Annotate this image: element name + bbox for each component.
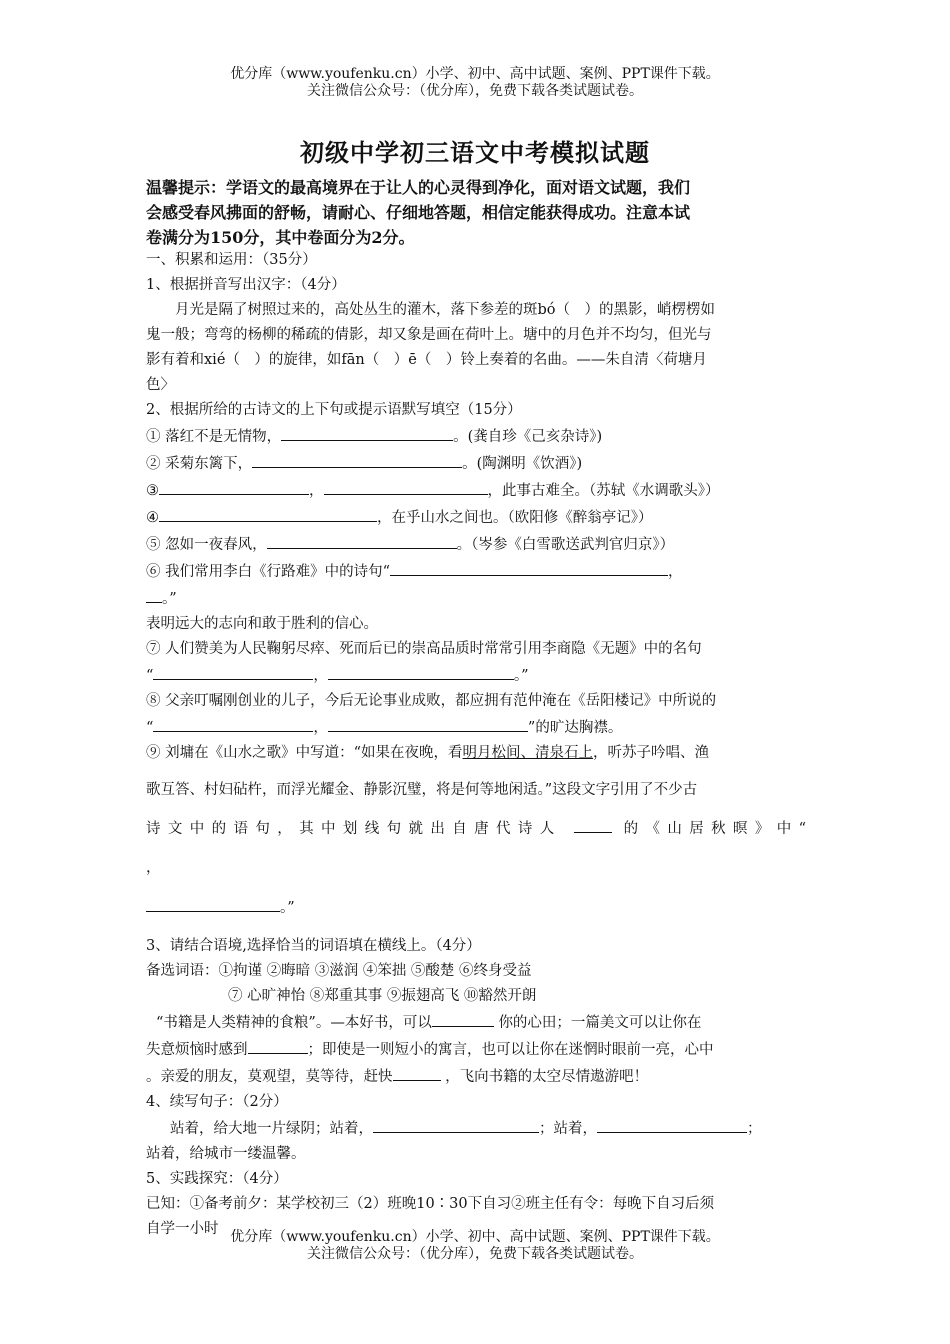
q1-paragraph: 影有着和xié（ ）的旋律，如fān（ ）ē（ ）铃上奏着的名曲。——朱自清〈荷塘月 — [146, 352, 707, 368]
q2-item-8-cont: “ ， ”的旷达胸襟。 — [146, 714, 806, 741]
q2-item-8: ⑧ 父亲叮嘱刚创业的儿子，今后无论事业成败，都应拥有范仲淹在《岳阳楼记》中所说的 — [146, 693, 717, 709]
question-5-title: 5、实践探究：（4分） — [146, 1171, 288, 1187]
underlined-quote: 明月松间、清泉石上 — [462, 745, 594, 761]
q3-paragraph: “书籍是人类精神的食粮”。—本好书，可以 你的心田；一篇美文可以让你在 — [146, 1009, 806, 1036]
answer-blank[interactable] — [267, 531, 457, 549]
q2-item-6: ⑥ 我们常用李白《行路难》中的诗句“ ， — [146, 558, 806, 585]
q3-paragraph: 。亲爱的朋友，莫观望，莫等待，赶快 ，飞向书籍的太空尽情遨游吧！ — [146, 1063, 806, 1090]
answer-blank[interactable] — [153, 714, 313, 732]
question-2-title: 2、根据所给的古诗文的上下句或提示语默写填空（15分） — [146, 402, 522, 418]
q2-item-3: ③ ， ，此事古难全。（苏轼《水调歌头》） — [146, 477, 806, 504]
exam-content — [146, 248, 806, 1242]
answer-blank[interactable] — [432, 1009, 494, 1027]
answer-blank[interactable] — [248, 1036, 308, 1054]
q3-paragraph: 失意烦恼时感到 ；即使是一则短小的寓言，也可以让你在迷惘时眼前一亮，心中 — [146, 1036, 806, 1063]
q2-item-9-cont: ， — [146, 860, 161, 876]
q3-options: ⑦ 心旷神怡 ⑧郑重其事 ⑨振翅高飞 ⑩豁然开朗 — [228, 988, 537, 1004]
footer-line-1: 优分库（www.youfenku.cn）小学、初中、高中试题、案例、PPT课件下载。 — [230, 1229, 720, 1245]
tip-line: 会感受春风拂面的舒畅，请耐心、仔细地答题，相信定能获得成功。注意本试 — [146, 203, 691, 222]
q1-paragraph: 色〉 — [146, 377, 175, 393]
answer-blank[interactable] — [153, 662, 313, 680]
page-header — [0, 66, 950, 100]
question-4-title: 4、续写句子：（2分） — [146, 1094, 288, 1110]
q5-paragraph: 已知：①备考前夕：某学校初三（2）班晚10∶30下自习②班主任有令：每晚下自习后须 — [146, 1196, 715, 1212]
footer-line-2: 关注微信公众号：（优分库），免费下载各类试题试卷。 — [307, 1246, 643, 1262]
answer-blank[interactable] — [390, 558, 668, 576]
q2-item-6-cont: 表明远大的志向和敢于胜利的信心。 — [146, 616, 378, 632]
warm-tip — [146, 175, 806, 250]
page-footer — [0, 1229, 950, 1263]
q2-item-6-cont: 。” — [146, 585, 806, 612]
answer-blank[interactable] — [281, 423, 453, 441]
q3-options: 备选词语：①拘谨 ②晦暗 ③滋润 ④笨拙 ⑤酸楚 ⑥终身受益 — [146, 963, 532, 979]
section-heading: 一、积累和运用：（35分） — [146, 252, 317, 268]
q2-item-2: ② 采菊东篱下， 。(陶渊明《饮酒》) — [146, 450, 806, 477]
question-1-title: 1、根据拼音写出汉字：（4分） — [146, 277, 346, 293]
q2-item-9: ⑨ 刘墉在《山水之歌》中写道：“如果在夜晚，看明月松间、清泉石上，听苏子吟唱、渔 — [146, 745, 710, 761]
answer-blank[interactable] — [146, 585, 162, 603]
header-line-1: 优分库（www.youfenku.cn）小学、初中、高中试题、案例、PPT课件下载。 — [230, 66, 720, 82]
answer-blank[interactable] — [574, 815, 612, 833]
q5-paragraph: 自学一小时 — [146, 1221, 219, 1237]
q2-item-5: ⑤ 忽如一夜春风， 。（岑参《白雪歌送武判官归京》） — [146, 531, 806, 558]
header-line-2: 关注微信公众号：（优分库），免费下载各类试题试卷。 — [307, 83, 643, 99]
q2-item-1: ① 落红不是无情物， 。(龚自珍《己亥杂诗》) — [146, 423, 806, 450]
answer-blank[interactable] — [328, 714, 528, 732]
q4-sentence: 站着，给城市一缕温馨。 — [146, 1146, 306, 1162]
answer-blank[interactable] — [328, 662, 514, 680]
answer-blank[interactable] — [373, 1115, 539, 1133]
question-3-title: 3、请结合语境,选择恰当的词语填在横线上。（4分） — [146, 938, 481, 954]
q2-item-9-cont: 歌互答、村妇砧杵，而浮光耀金、静影沉璧，将是何等地闲适。”这段文字引用了不少古 — [146, 782, 698, 798]
answer-blank[interactable] — [159, 504, 377, 522]
q4-sentence: 站着，给大地一片绿阴；站着， ；站着， ； — [146, 1115, 806, 1142]
q2-item-4: ④ ，在乎山水之间也。（欧阳修《醉翁亭记》） — [146, 504, 806, 531]
tip-line: 卷满分为150分，其中卷面分为2分。 — [146, 228, 415, 247]
answer-blank[interactable] — [252, 450, 462, 468]
q2-item-9-cont: 。” — [146, 894, 806, 922]
answer-blank[interactable] — [393, 1063, 441, 1081]
answer-blank[interactable] — [159, 477, 309, 495]
page-title: 初级中学初三语文中考模拟试题 — [300, 138, 650, 167]
q2-item-7: ⑦ 人们赞美为人民鞠躬尽瘁、死而后已的崇高品质时常常引用李商隐《无题》中的名句 — [146, 641, 702, 657]
q1-paragraph: 月光是隔了树照过来的，高处丛生的灌木，落下参差的斑bó（ ）的黑影，峭楞楞如 — [175, 302, 716, 318]
answer-blank[interactable] — [146, 894, 280, 912]
q2-item-9-cont: 诗文中的语句，其中划线句就出自唐代诗人 的《山居秋暝》中“ — [146, 815, 806, 842]
answer-blank[interactable] — [597, 1115, 747, 1133]
answer-blank[interactable] — [324, 477, 488, 495]
q1-paragraph: 鬼一般；弯弯的杨柳的稀疏的倩影，却又象是画在荷叶上。塘中的月色并不均匀，但光与 — [146, 327, 712, 343]
q2-item-7-cont: “ ， 。” — [146, 662, 806, 689]
tip-line: 温馨提示：学语文的最高境界在于让人的心灵得到净化，面对语文试题，我们 — [146, 178, 691, 197]
